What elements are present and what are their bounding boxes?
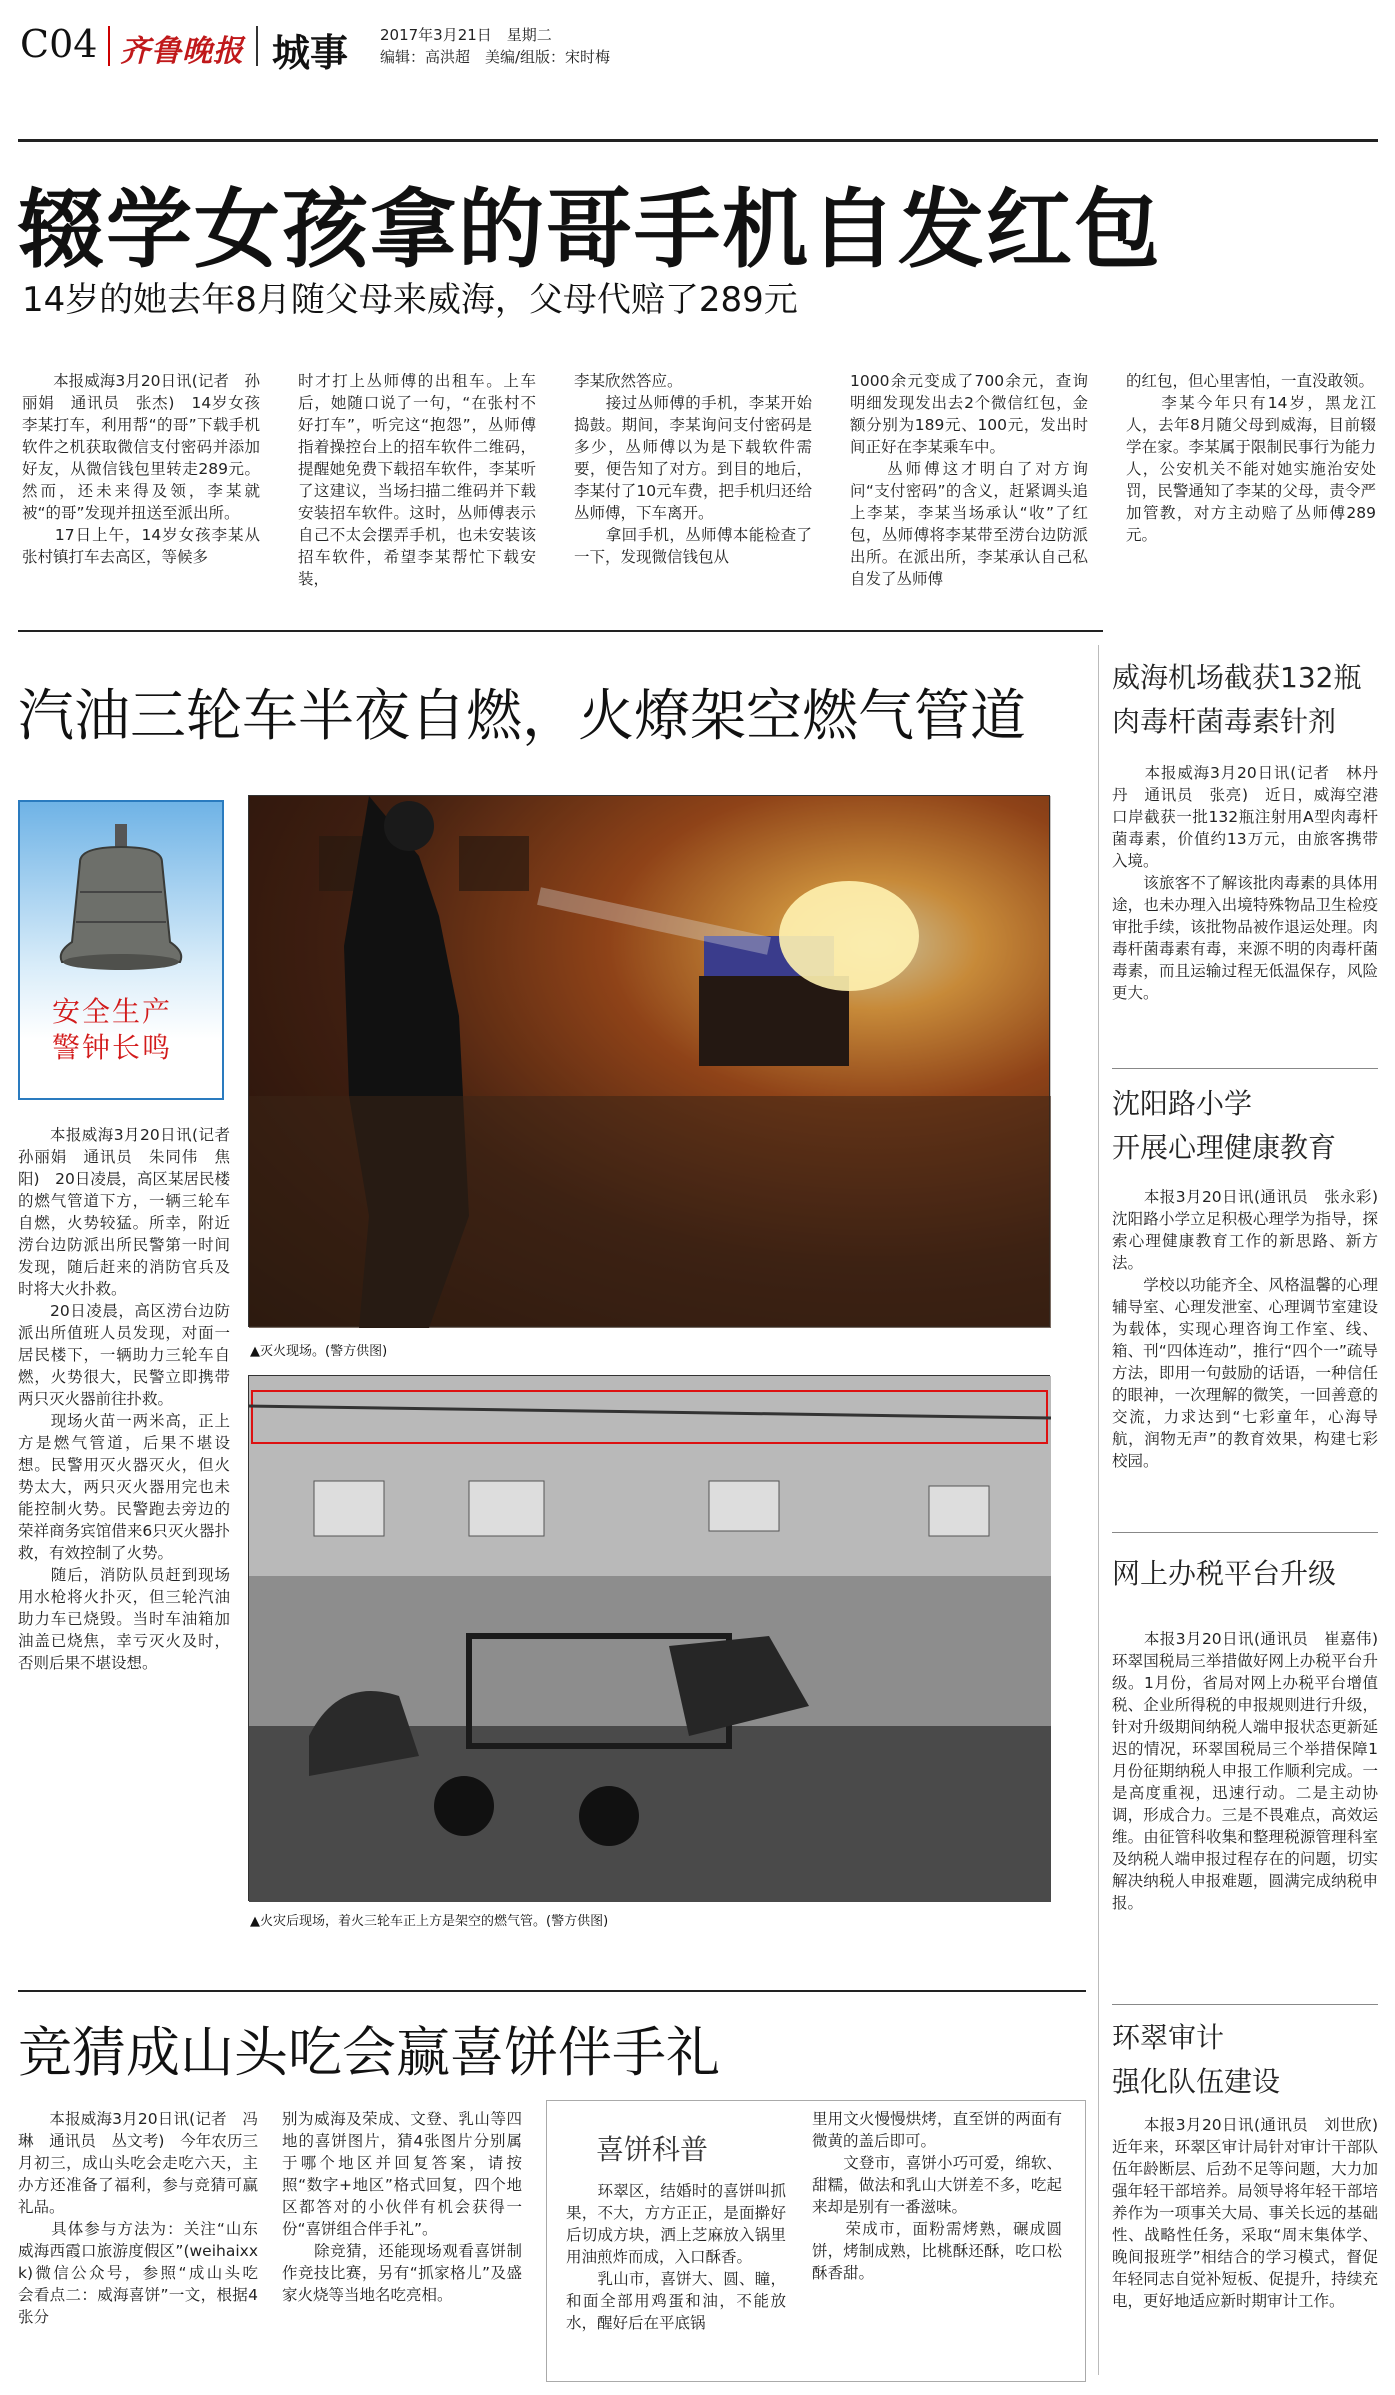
fire-photo bbox=[248, 795, 1050, 1327]
xibing-col-2: 里用文火慢慢烘烤，直至饼的两面有微黄的盖后即可。 文登市，喜饼小巧可爱，绵软、甜糯，做法和乳山大饼差不多，吃起来却是别有一番滋味。 荣成市，面粉需烤熟，碾成圆饼，烤制成熟，比桃酥还酥，吃口松酥香甜。 bbox=[812, 2110, 1062, 2282]
sidebar-rule-1 bbox=[1112, 1068, 1378, 1069]
sidebar-1-headline-1: 威海机场截获132瓶 bbox=[1112, 661, 1362, 694]
lead-col-2: 时才打上丛师傅的出租车。上车后，她随口说了一句，“在张村不好打车”，听完这“抱怨”，丛师傅指着操控台上的招车软件二维码，提醒她免费下载招车软件，李某听了这建议，当场扫描二维码并下载安装招车软件。这时，丛师傅表示自己不太会摆弄手机，也未安装该招车软件，希望李某帮忙下载安装， bbox=[298, 372, 536, 588]
sidebar-4-headline-2: 强化队伍建设 bbox=[1112, 2065, 1281, 2098]
editor-credit: 编辑：高洪超 美编/组版：宋时梅 bbox=[380, 48, 611, 66]
fire-caption-1: ▲灭火现场。(警方供图) bbox=[250, 1344, 388, 1359]
masthead-divider bbox=[108, 26, 110, 66]
fire-caption-2: ▲火灾后现场，着火三轮车正上方是架空的燃气管。(警方供图) bbox=[250, 1914, 609, 1929]
issue-date: 2017年3月21日 星期二 bbox=[380, 26, 552, 44]
ad-text-2: 警钟长鸣 bbox=[52, 1031, 173, 1064]
lead-headline: 辍学女孩拿的哥手机自发红包 bbox=[18, 180, 1162, 280]
lead-col-3: 李某欣然答应。 接过丛师傅的手机，李某开始捣鼓。期间，李某询问支付密码是多少，丛师傅以为是下载软件需要，便告知了对方。到目的地后，李某付了10元车费，把手机归还给丛师傅，下车离开。 拿回手机，丛师傅本能检查了一下，发现微信钱包从 bbox=[574, 372, 812, 566]
masthead-rule bbox=[18, 139, 1378, 142]
sidebar-4-body: 本报3月20日讯(通讯员 刘世欣) 近年来，环翠区审计局针对审计干部队伍年龄断层、后劲不足等问题，大力加强年轻干部培养。局领导将年轻干部培养作为一项事关大局、事关长远的基础性、战略性任务，采取“周末集体学、晚间报班学”相结合的学习模式，督促年轻同志自觉补短板、促提升，持续充电，更好地适应新时期审计工作。 bbox=[1112, 2116, 1394, 2310]
sidebar-rule-2 bbox=[1112, 1532, 1378, 1533]
sidebar-rule-3 bbox=[1112, 2004, 1378, 2005]
ad-text-1: 安全生产 bbox=[52, 995, 173, 1028]
lead-col-4: 1000余元变成了700余元，查询明细发现发出去2个微信红包，金额分别为189元、100元，发出时间正好在李某乘车中。 丛师傅这才明白了对方询问“支付密码”的含义，赶紧调头追上李某，李某当场承认“收”了红包，丛师傅将李某带至涝台边防派出所。在派出所，李某承认自己私自发了丛师傅 bbox=[850, 372, 1088, 588]
lead-subhead: 14岁的她去年8月随父母来威海，父母代赔了289元 bbox=[22, 280, 798, 320]
xibing-box-title: 喜饼科普 bbox=[596, 2133, 709, 2166]
sidebar-3-body: 本报3月20日讯(通讯员 崔嘉伟) 环翠国税局三举措做好网上办税平台升级。1月份，省局对网上办税平台增值税、企业所得税的申报规则进行升级，针对升级期间纳税人端申报状态更新延迟的情况，环翠国税局三个举措保障1月份征期纳税人申报工作顺利完成。一是高度重视，迅速行动。二是主动协调，形成合力。三是不畏难点，高效运维。由征管科收集和整理税源管理科室及纳税人端申报过程存在的问题，切实解决纳税人申报难题，圆满完成纳税申报。 bbox=[1112, 1630, 1394, 1912]
section-name: 城事 bbox=[272, 31, 349, 75]
masthead-divider-2 bbox=[256, 26, 258, 66]
sidebar-2-headline-2: 开展心理健康教育 bbox=[1112, 1131, 1337, 1164]
aftermath-photo bbox=[248, 1375, 1050, 1901]
fire-headline: 汽油三轮车半夜自燃，火燎架空燃气管道 bbox=[18, 684, 1026, 749]
sidebar-divider bbox=[1098, 645, 1099, 2375]
sidebar-1-headline-2: 肉毒杆菌毒素针剂 bbox=[1112, 705, 1337, 738]
bottom-rule bbox=[18, 1990, 1086, 1992]
section-rule bbox=[18, 630, 1103, 632]
lead-col-5: 的红包，但心里害怕，一直没敢领。 李某今年只有14岁，黑龙江人，去年8月随父母到威海，目前辍学在家。李某属于限制民事行为能力人，公安机关不能对她实施治安处罚，民警通知了李某的父母，责令严加管教，对方主动赔了丛师傅289元。 bbox=[1126, 372, 1376, 544]
fire-body: 本报威海3月20日讯(记者 孙丽娟 通讯员 朱同伟 焦阳) 20日凌晨，高区某居民楼的燃气管道下方，一辆三轮车自燃，火势较猛。所幸，附近涝台边防派出所民警第一时间发现，随后赶来的消防官兵及时将大火扑救。 20日凌晨，高区涝台边防派出所值班人员发现，对面一居民楼下，一辆助力三轮车自燃，火势很大，民警立即携带两只灭火器前往扑救。 现场火苗一两米高，正上方是燃气管道，后果不堪设想。民警用灭火器灭火，但火势太大，两只灭火器用完也未能控制火势。民警跑去旁边的荣祥商务宾馆借来6只灭火器扑救，有效控制了火势。 随后，消防队员赶到现场用水枪将火扑灭，但三轮汽油助力车已烧毁。当时车油箱加油盖已烧焦，幸亏灭火及时，否则后果不堪设想。 bbox=[18, 1126, 230, 1672]
bottom-col-2: 别为威海及荣成、文登、乳山等四地的喜饼图片，猜4张图片分别属于哪个地区并回复答案，请按照“数字+地区”格式回复，四个地区都答对的小伙伴有机会获得一份“喜饼组合伴手礼”。 除竞猜，还能现场观看喜饼制作竞技比赛，另有“抓家格儿”及盛家火烧等当地名吃亮相。 bbox=[282, 2110, 522, 2304]
lead-col-1: 本报威海3月20日讯(记者 孙丽娟 通讯员 张杰) 14岁女孩李某打车，利用帮“的哥”下载手机软件之机获取微信支付密码并添加好友，从微信钱包里转走289元。然而，还未来得及领，李某就被“的哥”发现并扭送至派出所。 17日上午，14岁女孩李某从张村镇打车去高区，等候多 bbox=[22, 372, 260, 566]
paper-logo: 齐鲁晚报 bbox=[120, 34, 244, 69]
sidebar-2-headline-1: 沈阳路小学 bbox=[1112, 1087, 1253, 1120]
bottom-headline: 竞猜成山头吃会赢喜饼伴手礼 bbox=[18, 2021, 720, 2084]
sidebar-4-headline-1: 环翠审计 bbox=[1112, 2021, 1225, 2054]
sidebar-2-body: 本报3月20日讯(通讯员 张永彩) 沈阳路小学立足积极心理学为指导，探索心理健康教育工作的新思路、新方法。 学校以功能齐全、风格温馨的心理辅导室、心理发泄室、心理调节室建设为载体，实现心理咨询工作室、线、箱、刊“四体连动”，推行“四个一”疏导方法，即用一句鼓励的话语，一种信任的眼神，一次理解的微笑，一回善意的交流，力求达到“七彩童年，心海导航，润物无声”的教育效果，构建七彩校园。 bbox=[1112, 1188, 1378, 1470]
sidebar-3-headline-1: 网上办税平台升级 bbox=[1112, 1557, 1337, 1590]
bottom-col-1: 本报威海3月20日讯(记者 冯琳 通讯员 丛文考) 今年农历三月初三，成山头吃会走吃六天，主办方还准备了福利，参与竞猜可赢礼品。 具体参与方法为：关注“山东威海西霞口旅游度假区”(weihaixxk)微信公众号，参照“成山头吃 会看点二：威海喜饼”一文，根据4张分 bbox=[18, 2110, 258, 2326]
sidebar-1-body: 本报威海3月20日讯(记者 林丹丹 通讯员 张亮) 近日，威海空港口岸截获一批132瓶注射用A型肉毒杆菌毒素，价值约13万元，由旅客携带入境。 该旅客不了解该批肉毒素的具体用途，也未办理入出境特殊物品卫生检疫审批手续，该批物品被作退运处理。肉毒杆菌毒素有毒，来源不明的肉毒杆菌毒素，而且运输过程无低温保存，风险更大。 bbox=[1112, 764, 1378, 1002]
xibing-col-1: 环翠区，结婚时的喜饼叫抓果，不大，方方正正，是面擀好后切成方块，洒上芝麻放入锅里用油煎炸而成，入口酥香。 乳山市，喜饼大、圆、瞳，和面全部用鸡蛋和油，不能放水，醒好后在平底锅 bbox=[566, 2182, 786, 2332]
page-code: C04 bbox=[20, 22, 98, 66]
